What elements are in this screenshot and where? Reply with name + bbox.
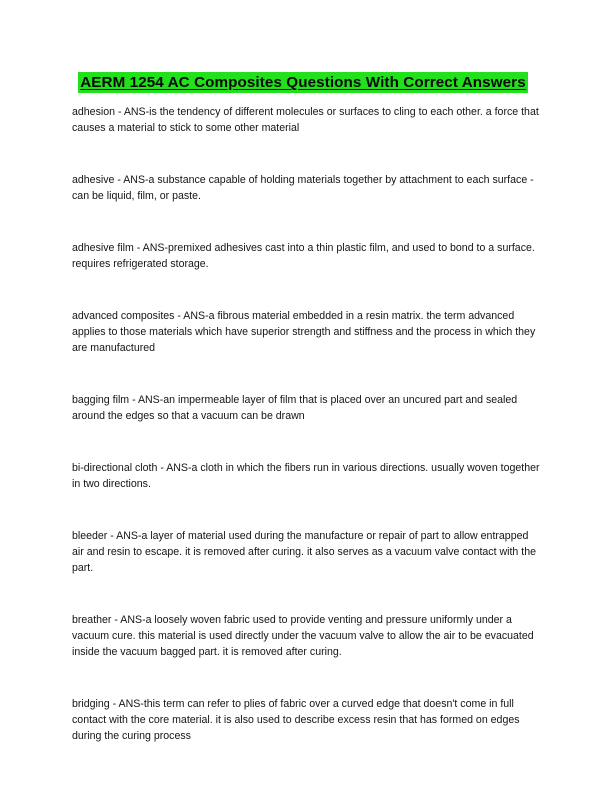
- entry-bridging: bridging - ANS-this term can refer to plies of fabric over a curved edge that doesn't come in full contact with the core material. it is also used to describe excess resin that has formed on edges during the curing process: [72, 698, 520, 742]
- entry-bi-directional-cloth: bi-directional cloth - ANS-a cloth in which the fibers run in various directions. usually woven together in two directions.: [72, 462, 540, 490]
- title-container: [0, 72, 606, 93]
- document-title: AERM 1254 AC Composites Questions With Correct Answers: [80, 74, 526, 91]
- entry-bagging-film: bagging film - ANS-an impermeable layer of film that is placed over an uncured part and sealed around the edges so that a vacuum can be drawn: [72, 394, 518, 422]
- entry-breather: breather - ANS-a loosely woven fabric used to provide venting and pressure uniformly under a vacuum cure. this material is used directly under the vacuum valve to allow the air to be evacuated inside the vacuum bagged part. it is removed after curing.: [72, 614, 534, 658]
- entry-adhesive-film: adhesive film - ANS-premixed adhesives cast into a thin plastic film, and used to bond to a surface. requires refrigerated storage.: [72, 242, 535, 270]
- entry-adhesion: adhesion - ANS-is the tendency of different molecules or surfaces to cling to each other. a force that causes a material to stick to some other material: [72, 106, 539, 134]
- entry-list: [72, 104, 540, 744]
- entry-adhesive: adhesive - ANS-a substance capable of holding materials together by attachment to each surface - can be liquid, film, or paste.: [72, 174, 534, 202]
- entry-bleeder: bleeder - ANS-a layer of material used during the manufacture or repair of part to allow entrapped air and resin to escape. it is removed after curing. it also serves as a vacuum valve contact with the part.: [72, 530, 536, 574]
- entry-advanced-composites: advanced composites - ANS-a fibrous material embedded in a resin matrix. the term advanced applies to those materials which have superior strength and stiffness and the process in which they are manufactured: [72, 310, 536, 354]
